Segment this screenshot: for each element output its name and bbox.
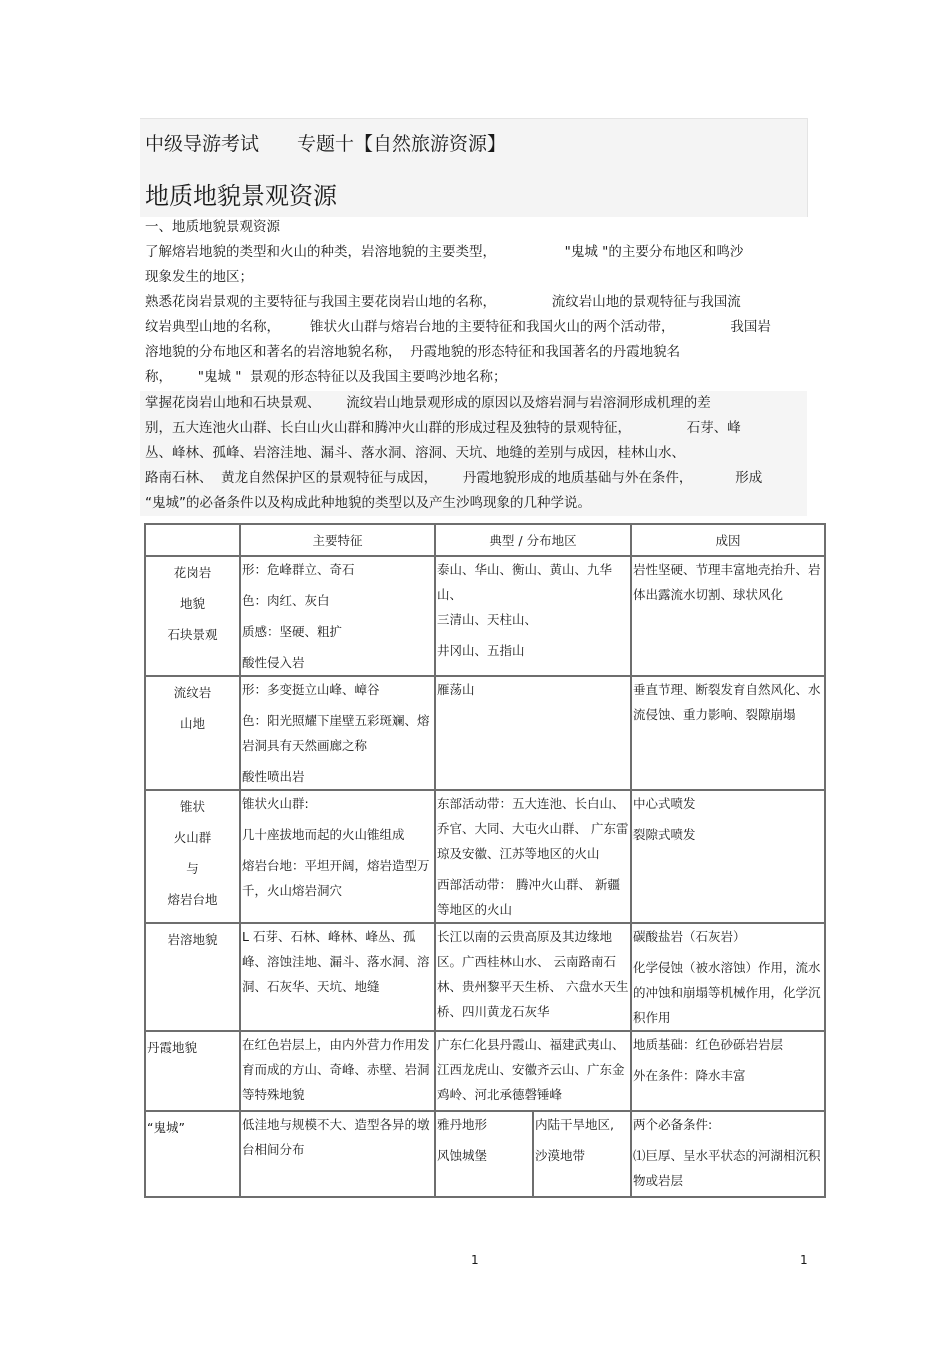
- features-cell: 锥状火山群: 几十座拔地而起的火山锥组成 熔岩台地：平坦开阔，熔岩造型万千，火山熔岩洞穴: [240, 790, 435, 923]
- regions-cell: 内陆干旱地区, 沙漠地带: [533, 1111, 631, 1197]
- table-row: [145, 790, 825, 923]
- regions-cell: 广东仁化县丹霞山、福建武夷山、江西龙虎山、安徽齐云山、广东金鸡岭、河北承德磬锤峰: [435, 1031, 631, 1111]
- causes-cell: 两个必备条件: ⑴巨厚、呈水平状态的河湖相沉积物或岩层: [631, 1111, 825, 1197]
- causes-cell: 岩性坚硬、节理丰富地壳抬升、岩体出露流水切割、球状风化: [631, 556, 825, 676]
- table-header-row: [145, 524, 825, 556]
- table-row: [145, 556, 825, 676]
- features-cell: 形：危峰群立、奇石 色：肉红、灰白 质感：坚硬、粗扩 酸性侵入岩: [240, 556, 435, 676]
- header-causes: 成因: [631, 524, 825, 556]
- master-section: [145, 391, 807, 516]
- category-cell: 岩溶地貌: [145, 923, 240, 1031]
- regions-cell: 泰山、华山、衡山、黄山、九华山、 三清山、天柱山、 井冈山、五指山: [435, 556, 631, 676]
- familiar-line: 纹岩典型山地的名称， 锥状火山群与熔岩台地的主要特征和我国火山的两个活动带， 我国岩: [145, 319, 771, 335]
- table-row: [145, 1111, 825, 1197]
- header-regions: 典型 / 分布地区: [435, 524, 631, 556]
- features-cell: L 石芽、石林、峰林、峰丛、孤峰、溶蚀洼地、漏斗、落水洞、溶洞、石灰华、天坑、地缝: [240, 923, 435, 1031]
- familiar-line: 溶地貌的分布地区和著名的岩溶地貌名称， 丹霞地貌的形态特征和我国著名的丹霞地貌名: [145, 344, 681, 360]
- table-row: [145, 676, 825, 790]
- typical-cell: 雅丹地形 风蚀城堡: [435, 1111, 533, 1197]
- landform-table: [144, 523, 826, 1198]
- section-heading: 一、地质地貌景观资源: [145, 219, 280, 235]
- master-line: 路南石林、 黄龙自然保护区的景观特征与成因， 丹霞地貌形成的地质基础与外在条件， 形成: [145, 470, 763, 486]
- features-cell: 在红色岩层上，由内外营力作用发育而成的方山、奇峰、赤壁、岩洞等特殊地貌: [240, 1031, 435, 1111]
- causes-cell: 中心式喷发 裂隙式喷发: [631, 790, 825, 923]
- page-number-center: 1: [471, 1253, 479, 1267]
- features-cell: 形：多变挺立山峰、嶂谷 色：阳光照耀下崖壁五彩斑斓、熔岩洞具有天然画廊之称 酸性喷出岩: [240, 676, 435, 790]
- causes-cell: 地质基础：红色砂砾岩岩层 外在条件：降水丰富: [631, 1031, 825, 1111]
- title-topic: 专题十【自然旅游资源】: [297, 133, 507, 155]
- regions-cell: 东部活动带：五大连池、长白山、乔官、大同、大屯火山群、 广东雷琼及安徽、江苏等地区的火山 西部活动带： 腾冲火山群、 新疆等地区的火山: [435, 790, 631, 923]
- title-exam: 中级导游考试: [145, 133, 260, 155]
- category-cell: 锥状 火山群 与 熔岩台地: [145, 790, 240, 923]
- causes-cell: 碳酸盐岩（石灰岩） 化学侵蚀（被水溶蚀）作用，流水的冲蚀和崩塌等机械作用，化学沉积作用: [631, 923, 825, 1031]
- header-features: 主要特征: [240, 524, 435, 556]
- category-cell: 流纹岩 山地: [145, 676, 240, 790]
- master-line: 掌握花岗岩山地和石块景观、 流纹岩山地景观形成的原因以及熔岩洞与岩溶洞形成机理的差: [145, 395, 711, 411]
- header-category: [145, 524, 240, 556]
- table-row: [145, 1031, 825, 1111]
- understand-line: 了解熔岩地貌的类型和火山的种类，岩溶地貌的主要类型， "鬼城 "的主要分布地区和鸣沙: [145, 244, 744, 260]
- table-row: [145, 923, 825, 1031]
- category-cell: 丹霞地貌: [145, 1031, 240, 1111]
- master-line: 别，五大连池火山群、长白山火山群和腾冲火山群的形成过程及独特的景观特征， 石芽、峰: [145, 420, 741, 436]
- causes-cell: 垂直节理、断裂发育自然风化、水流侵蚀、重力影响、裂隙崩塌: [631, 676, 825, 790]
- page-subtitle: 地质地貌景观资源: [145, 182, 337, 210]
- master-line: 丛、峰林、孤峰、岩溶洼地、漏斗、落水洞、溶洞、天坑、地缝的差别与成因，桂林山水、: [145, 445, 685, 461]
- familiar-line: 熟悉花岗岩景观的主要特征与我国主要花岗岩山地的名称， 流纹岩山地的景观特征与我国流: [145, 294, 741, 310]
- familiar-line: 称， "鬼城 " 景观的形态特征以及我国主要鸣沙地名称；: [145, 369, 507, 385]
- regions-cell: 长江以南的云贵高原及其边缘地区。广西桂林山水、 云南路南石林、贵州黎平天生桥、 六盘水天生桥、四川黄龙石灰华: [435, 923, 631, 1031]
- category-cell: 花岗岩 地貌 石块景观: [145, 556, 240, 676]
- understand-line: 现象发生的地区；: [145, 269, 253, 285]
- regions-cell: 雁荡山: [435, 676, 631, 790]
- category-cell: “鬼城”: [145, 1111, 240, 1197]
- features-cell: 低洼地与规模不大、造型各异的墩台相间分布: [240, 1111, 435, 1197]
- master-line: “鬼城”的必备条件以及构成此种地貌的类型以及产生沙鸣现象的几种学说。: [145, 495, 591, 511]
- page-title: [145, 129, 506, 156]
- page-number-right: 1: [800, 1253, 808, 1267]
- intro-section: [145, 215, 807, 390]
